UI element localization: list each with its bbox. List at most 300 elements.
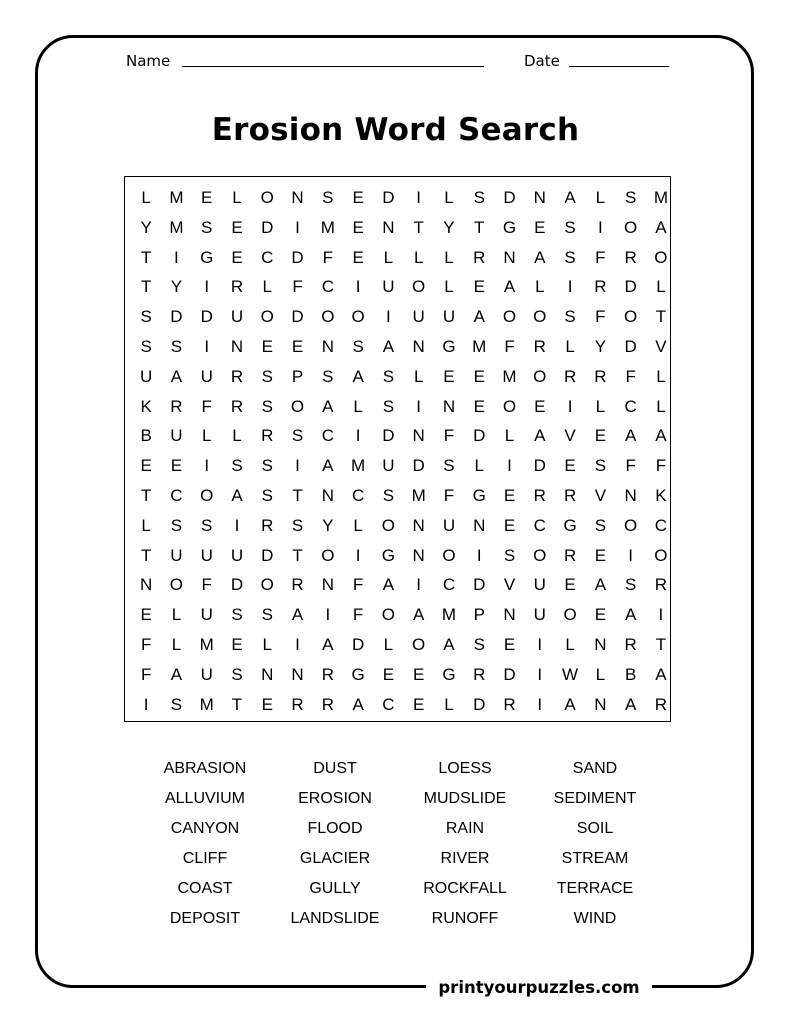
grid-cell[interactable]: D (503, 664, 516, 684)
grid-cell[interactable]: N (624, 486, 637, 505)
grid-cell[interactable]: E (564, 575, 576, 595)
grid-cell[interactable]: I (325, 605, 331, 625)
grid-cell[interactable]: D (200, 307, 213, 327)
grid-cell[interactable]: O (502, 396, 517, 416)
grid-cell[interactable]: O (502, 307, 517, 327)
grid-cell[interactable]: N (503, 247, 516, 267)
grid-cell[interactable]: S (352, 337, 364, 356)
grid-cell[interactable]: A (170, 664, 183, 684)
grid-cell[interactable]: E (443, 366, 455, 386)
grid-cell[interactable]: O (412, 635, 426, 654)
grid-cell[interactable]: D (382, 426, 395, 446)
grid-cell[interactable]: S (170, 515, 183, 535)
grid-cell[interactable]: V (594, 486, 607, 505)
grid-cell[interactable]: G (472, 486, 486, 505)
grid-cell[interactable]: I (537, 635, 543, 654)
grid-cell[interactable]: S (231, 605, 243, 625)
grid-cell[interactable]: U (170, 426, 183, 446)
grid-cell[interactable]: F (140, 635, 152, 654)
grid-cell[interactable]: S (140, 307, 152, 327)
grid-cell[interactable]: R (594, 277, 607, 297)
grid-cell[interactable]: F (140, 664, 152, 684)
grid-cell[interactable]: O (260, 575, 274, 595)
grid-cell[interactable]: E (473, 277, 485, 297)
grid-cell[interactable]: U (442, 515, 456, 535)
grid-cell[interactable]: E (503, 635, 516, 654)
grid-cell[interactable]: V (655, 337, 667, 356)
grid-cell[interactable]: D (624, 277, 637, 297)
grid-cell[interactable]: E (201, 188, 213, 207)
grid-cell[interactable]: L (444, 188, 454, 207)
grid-cell[interactable]: S (261, 456, 273, 476)
grid-cell[interactable]: A (352, 366, 364, 386)
grid-cell[interactable]: R (230, 277, 244, 297)
grid-cell[interactable]: O (442, 545, 456, 565)
grid-cell[interactable]: N (291, 188, 304, 207)
grid-cell[interactable]: E (413, 664, 425, 684)
grid-cell[interactable]: L (444, 277, 454, 297)
grid-cell[interactable]: R (624, 635, 637, 654)
grid-cell[interactable]: O (381, 515, 395, 535)
grid-cell[interactable]: F (352, 605, 364, 625)
grid-cell[interactable]: R (261, 426, 274, 446)
grid-cell[interactable]: T (292, 486, 303, 505)
grid-cell[interactable]: L (232, 188, 242, 207)
grid-cell[interactable]: L (353, 515, 363, 535)
grid-cell[interactable]: M (199, 694, 214, 714)
grid-cell[interactable]: S (564, 217, 576, 237)
grid-cell[interactable]: I (295, 456, 300, 476)
grid-cell[interactable]: R (654, 694, 668, 714)
grid-cell[interactable]: A (322, 456, 334, 476)
grid-cell[interactable]: R (563, 545, 577, 565)
grid-cell[interactable]: U (200, 366, 213, 386)
grid-cell[interactable]: E (261, 337, 273, 356)
grid-cell[interactable]: N (412, 426, 425, 446)
grid-cell[interactable]: U (382, 277, 395, 297)
grid-cell[interactable]: N (412, 337, 425, 356)
grid-cell[interactable]: I (174, 247, 179, 267)
grid-cell[interactable]: N (503, 605, 516, 625)
grid-cell[interactable]: I (416, 188, 422, 207)
grid-cell[interactable]: S (170, 337, 183, 356)
grid-cell[interactable]: A (473, 307, 485, 327)
grid-cell[interactable]: A (655, 217, 667, 237)
grid-cell[interactable]: A (413, 605, 425, 625)
grid-cell[interactable]: I (295, 217, 300, 237)
grid-cell[interactable]: N (382, 217, 395, 237)
grid-cell[interactable]: P (291, 366, 304, 386)
grid-cell[interactable]: F (625, 456, 636, 476)
grid-cell[interactable]: S (473, 635, 485, 654)
grid-cell[interactable]: E (140, 456, 152, 476)
grid-cell[interactable]: E (352, 247, 364, 267)
grid-cell[interactable]: N (291, 664, 304, 684)
grid-cell[interactable]: L (444, 247, 454, 267)
grid-cell[interactable]: E (534, 217, 546, 237)
grid-cell[interactable]: F (504, 337, 515, 356)
grid-cell[interactable]: C (321, 426, 334, 446)
grid-cell[interactable]: M (169, 188, 184, 207)
grid-cell[interactable]: O (533, 366, 547, 386)
grid-cell[interactable]: R (170, 396, 183, 416)
grid-cell[interactable]: D (624, 337, 637, 356)
date-input-line[interactable] (569, 66, 669, 67)
grid-cell[interactable]: A (503, 277, 516, 297)
grid-cell[interactable]: A (534, 247, 546, 267)
grid-cell[interactable]: C (624, 396, 637, 416)
grid-cell[interactable]: A (322, 635, 334, 654)
grid-cell[interactable]: R (291, 694, 304, 714)
grid-cell[interactable]: U (140, 366, 153, 386)
grid-cell[interactable]: L (353, 396, 363, 416)
grid-cell[interactable]: E (594, 605, 607, 625)
grid-cell[interactable]: U (382, 456, 395, 476)
grid-cell[interactable]: D (170, 307, 183, 327)
grid-cell[interactable]: L (171, 605, 182, 625)
grid-cell[interactable]: N (140, 575, 153, 595)
grid-cell[interactable]: M (411, 486, 426, 505)
grid-cell[interactable]: O (533, 307, 547, 327)
grid-cell[interactable]: S (261, 366, 273, 386)
grid-cell[interactable]: W (562, 664, 579, 684)
grid-cell[interactable]: S (201, 217, 213, 237)
grid-cell[interactable]: A (655, 664, 667, 684)
grid-cell[interactable]: S (443, 456, 455, 476)
grid-cell[interactable]: R (594, 366, 607, 386)
grid-cell[interactable]: L (565, 635, 575, 654)
grid-cell[interactable]: O (654, 247, 668, 267)
grid-cell[interactable]: S (382, 366, 395, 386)
grid-cell[interactable]: A (322, 396, 334, 416)
grid-cell[interactable]: A (382, 575, 395, 595)
grid-cell[interactable]: F (201, 575, 212, 595)
name-input-line[interactable] (182, 66, 484, 67)
grid-cell[interactable]: S (382, 396, 395, 416)
grid-cell[interactable]: N (442, 396, 456, 416)
grid-cell[interactable]: E (594, 426, 607, 446)
grid-cell[interactable]: L (141, 188, 151, 207)
grid-cell[interactable]: Y (594, 337, 607, 356)
grid-cell[interactable]: L (504, 426, 515, 446)
grid-cell[interactable]: L (595, 188, 606, 207)
grid-cell[interactable]: N (412, 515, 425, 535)
grid-cell[interactable]: R (473, 247, 486, 267)
grid-cell[interactable]: M (472, 337, 487, 356)
grid-cell[interactable]: C (261, 247, 274, 267)
grid-cell[interactable]: G (442, 337, 456, 356)
grid-cell[interactable]: F (322, 247, 334, 267)
grid-cell[interactable]: S (140, 337, 152, 356)
grid-cell[interactable]: U (533, 605, 546, 625)
grid-cell[interactable]: B (140, 426, 152, 446)
grid-cell[interactable]: E (473, 366, 485, 386)
grid-cell[interactable]: L (535, 277, 545, 297)
grid-cell[interactable]: G (502, 217, 517, 237)
grid-cell[interactable]: I (567, 277, 573, 297)
grid-cell[interactable]: S (624, 188, 637, 207)
grid-cell[interactable]: E (503, 515, 516, 535)
grid-cell[interactable]: S (231, 456, 243, 476)
grid-cell[interactable]: N (230, 337, 244, 356)
grid-cell[interactable]: O (260, 307, 274, 327)
grid-cell[interactable]: I (597, 217, 603, 237)
grid-cell[interactable]: G (200, 247, 214, 267)
grid-cell[interactable]: U (412, 307, 425, 327)
grid-cell[interactable]: O (200, 486, 214, 505)
grid-cell[interactable]: A (534, 426, 546, 446)
grid-cell[interactable]: M (653, 188, 668, 207)
grid-cell[interactable]: A (231, 486, 243, 505)
grid-cell[interactable]: I (537, 664, 543, 684)
grid-cell[interactable]: I (537, 694, 543, 714)
grid-cell[interactable]: V (564, 426, 576, 446)
grid-cell[interactable]: L (141, 515, 151, 535)
grid-cell[interactable]: S (594, 456, 607, 476)
grid-cell[interactable]: T (292, 545, 303, 565)
grid-cell[interactable]: D (533, 456, 546, 476)
grid-cell[interactable]: E (231, 635, 243, 654)
grid-cell[interactable]: L (474, 456, 484, 476)
grid-cell[interactable]: L (383, 247, 394, 267)
grid-cell[interactable]: E (413, 694, 425, 714)
grid-cell[interactable]: S (322, 188, 334, 207)
grid-cell[interactable]: U (533, 575, 546, 595)
grid-cell[interactable]: Y (322, 515, 334, 535)
grid-cell[interactable]: G (563, 515, 577, 535)
grid-cell[interactable]: A (564, 694, 576, 714)
grid-cell[interactable]: E (231, 247, 243, 267)
grid-cell[interactable]: A (170, 366, 183, 386)
grid-cell[interactable]: S (261, 396, 273, 416)
grid-cell[interactable]: Y (170, 277, 183, 297)
grid-cell[interactable]: L (595, 396, 606, 416)
grid-cell[interactable]: D (291, 307, 304, 327)
grid-cell[interactable]: T (140, 277, 152, 297)
grid-cell[interactable]: I (386, 307, 391, 327)
grid-cell[interactable]: I (658, 605, 664, 625)
grid-cell[interactable]: D (261, 545, 274, 565)
grid-cell[interactable]: N (321, 575, 334, 595)
grid-cell[interactable]: S (231, 664, 243, 684)
grid-cell[interactable]: E (382, 664, 395, 684)
grid-cell[interactable]: R (230, 366, 244, 386)
grid-cell[interactable]: T (655, 307, 667, 327)
grid-cell[interactable]: C (321, 277, 334, 297)
grid-cell[interactable]: I (204, 277, 210, 297)
grid-cell[interactable]: U (170, 545, 183, 565)
grid-cell[interactable]: A (594, 575, 607, 595)
grid-cell[interactable]: F (595, 247, 606, 267)
grid-cell[interactable]: U (200, 664, 213, 684)
grid-cell[interactable]: A (291, 605, 304, 625)
grid-cell[interactable]: F (595, 307, 606, 327)
grid-cell[interactable]: L (232, 426, 242, 446)
grid-cell[interactable]: L (413, 366, 424, 386)
grid-cell[interactable]: I (234, 515, 240, 535)
grid-cell[interactable]: S (503, 545, 516, 565)
grid-cell[interactable]: E (291, 337, 304, 356)
grid-cell[interactable]: U (230, 545, 244, 565)
grid-cell[interactable]: L (656, 277, 666, 297)
grid-cell[interactable]: O (533, 545, 547, 565)
grid-cell[interactable]: M (199, 635, 214, 654)
grid-cell[interactable]: S (564, 247, 576, 267)
grid-cell[interactable]: F (443, 486, 455, 505)
grid-cell[interactable]: R (291, 575, 304, 595)
grid-cell[interactable]: F (201, 396, 212, 416)
grid-cell[interactable]: T (140, 486, 152, 505)
grid-cell[interactable]: O (290, 396, 305, 416)
grid-cell[interactable]: E (352, 217, 364, 237)
grid-cell[interactable]: N (594, 635, 607, 654)
grid-cell[interactable]: I (416, 575, 422, 595)
grid-cell[interactable]: R (261, 515, 274, 535)
grid-cell[interactable]: E (503, 486, 516, 505)
grid-cell[interactable]: T (140, 545, 152, 565)
grid-cell[interactable]: R (533, 486, 546, 505)
grid-cell[interactable]: I (507, 456, 512, 476)
grid-cell[interactable]: A (655, 426, 667, 446)
grid-cell[interactable]: K (140, 396, 152, 416)
grid-cell[interactable]: R (321, 664, 334, 684)
grid-cell[interactable]: E (231, 217, 243, 237)
grid-cell[interactable]: N (412, 545, 425, 565)
grid-cell[interactable]: U (200, 545, 213, 565)
grid-cell[interactable]: O (321, 307, 335, 327)
grid-cell[interactable]: S (291, 426, 304, 446)
grid-cell[interactable]: P (473, 605, 485, 625)
grid-cell[interactable]: C (170, 486, 183, 505)
grid-cell[interactable]: D (351, 635, 365, 654)
grid-cell[interactable]: R (563, 486, 577, 505)
grid-cell[interactable]: G (351, 664, 365, 684)
grid-cell[interactable]: E (473, 396, 485, 416)
grid-cell[interactable]: R (230, 396, 244, 416)
grid-cell[interactable]: F (625, 366, 636, 386)
grid-cell[interactable]: C (382, 694, 395, 714)
grid-cell[interactable]: K (655, 486, 667, 505)
grid-cell[interactable]: S (261, 605, 273, 625)
grid-cell[interactable]: S (291, 515, 304, 535)
grid-cell[interactable]: I (295, 635, 300, 654)
grid-cell[interactable]: E (352, 188, 364, 207)
grid-cell[interactable]: T (231, 694, 243, 714)
grid-cell[interactable]: I (628, 545, 633, 565)
grid-cell[interactable]: O (654, 545, 668, 565)
grid-cell[interactable]: U (230, 307, 244, 327)
grid-cell[interactable]: O (169, 575, 184, 595)
grid-cell[interactable]: L (201, 426, 212, 446)
grid-cell[interactable]: G (381, 545, 395, 565)
grid-cell[interactable]: D (473, 426, 486, 446)
grid-cell[interactable]: L (656, 366, 666, 386)
grid-cell[interactable]: A (624, 605, 637, 625)
grid-cell[interactable]: R (624, 247, 637, 267)
grid-cell[interactable]: U (442, 307, 456, 327)
grid-cell[interactable]: L (444, 694, 454, 714)
grid-cell[interactable]: O (412, 277, 426, 297)
grid-cell[interactable]: L (656, 396, 666, 416)
grid-cell[interactable]: C (533, 515, 546, 535)
grid-cell[interactable]: M (169, 217, 184, 237)
grid-cell[interactable]: L (565, 337, 575, 356)
grid-cell[interactable]: I (204, 456, 210, 476)
grid-cell[interactable]: E (170, 456, 183, 476)
grid-cell[interactable]: F (443, 426, 455, 446)
grid-cell[interactable]: E (594, 545, 607, 565)
grid-cell[interactable]: O (563, 605, 577, 625)
grid-cell[interactable]: N (473, 515, 486, 535)
grid-cell[interactable]: T (655, 635, 667, 654)
grid-cell[interactable]: O (624, 217, 638, 237)
grid-cell[interactable]: L (262, 277, 272, 297)
grid-cell[interactable]: M (320, 217, 335, 237)
grid-cell[interactable]: I (567, 396, 573, 416)
grid-cell[interactable]: M (502, 366, 517, 386)
grid-cell[interactable]: D (230, 575, 244, 595)
grid-cell[interactable]: A (624, 694, 637, 714)
grid-cell[interactable]: S (473, 188, 485, 207)
grid-cell[interactable]: F (292, 277, 303, 297)
grid-cell[interactable]: L (413, 247, 424, 267)
grid-cell[interactable]: A (382, 337, 395, 356)
grid-cell[interactable]: D (503, 188, 516, 207)
grid-cell[interactable]: I (416, 396, 422, 416)
grid-cell[interactable]: N (261, 664, 274, 684)
grid-cell[interactable]: S (201, 515, 213, 535)
grid-cell[interactable]: M (441, 605, 457, 625)
grid-cell[interactable]: N (533, 188, 546, 207)
grid-cell[interactable]: E (140, 605, 152, 625)
grid-cell[interactable]: D (291, 247, 304, 267)
grid-cell[interactable]: R (533, 337, 546, 356)
grid-cell[interactable]: S (170, 694, 183, 714)
grid-cell[interactable]: E (564, 456, 576, 476)
grid-cell[interactable]: L (595, 664, 606, 684)
grid-cell[interactable]: I (204, 337, 210, 356)
grid-cell[interactable]: V (503, 575, 516, 595)
grid-cell[interactable]: I (355, 426, 361, 446)
grid-cell[interactable]: D (382, 188, 395, 207)
grid-cell[interactable]: A (443, 635, 455, 654)
grid-cell[interactable]: Y (443, 217, 455, 237)
grid-cell[interactable]: E (261, 694, 273, 714)
grid-cell[interactable]: T (140, 247, 152, 267)
grid-cell[interactable]: N (321, 337, 334, 356)
grid-cell[interactable]: I (476, 545, 482, 565)
grid-cell[interactable]: R (321, 694, 334, 714)
grid-cell[interactable]: U (200, 605, 213, 625)
grid-cell[interactable]: D (473, 694, 486, 714)
grid-cell[interactable]: A (624, 426, 637, 446)
grid-cell[interactable]: G (442, 664, 456, 684)
grid-cell[interactable]: N (594, 694, 607, 714)
grid-cell[interactable]: T (474, 217, 485, 237)
grid-cell[interactable]: L (171, 635, 182, 654)
grid-cell[interactable]: O (624, 515, 638, 535)
grid-cell[interactable]: L (262, 635, 272, 654)
grid-cell[interactable]: I (355, 277, 361, 297)
grid-cell[interactable]: D (473, 575, 486, 595)
grid-cell[interactable]: B (624, 664, 637, 684)
grid-cell[interactable]: O (624, 307, 638, 327)
grid-cell[interactable]: C (654, 515, 668, 535)
grid-cell[interactable]: D (412, 456, 425, 476)
grid-cell[interactable]: S (564, 307, 576, 327)
grid-cell[interactable]: A (352, 694, 364, 714)
grid-cell[interactable]: Y (140, 217, 152, 237)
